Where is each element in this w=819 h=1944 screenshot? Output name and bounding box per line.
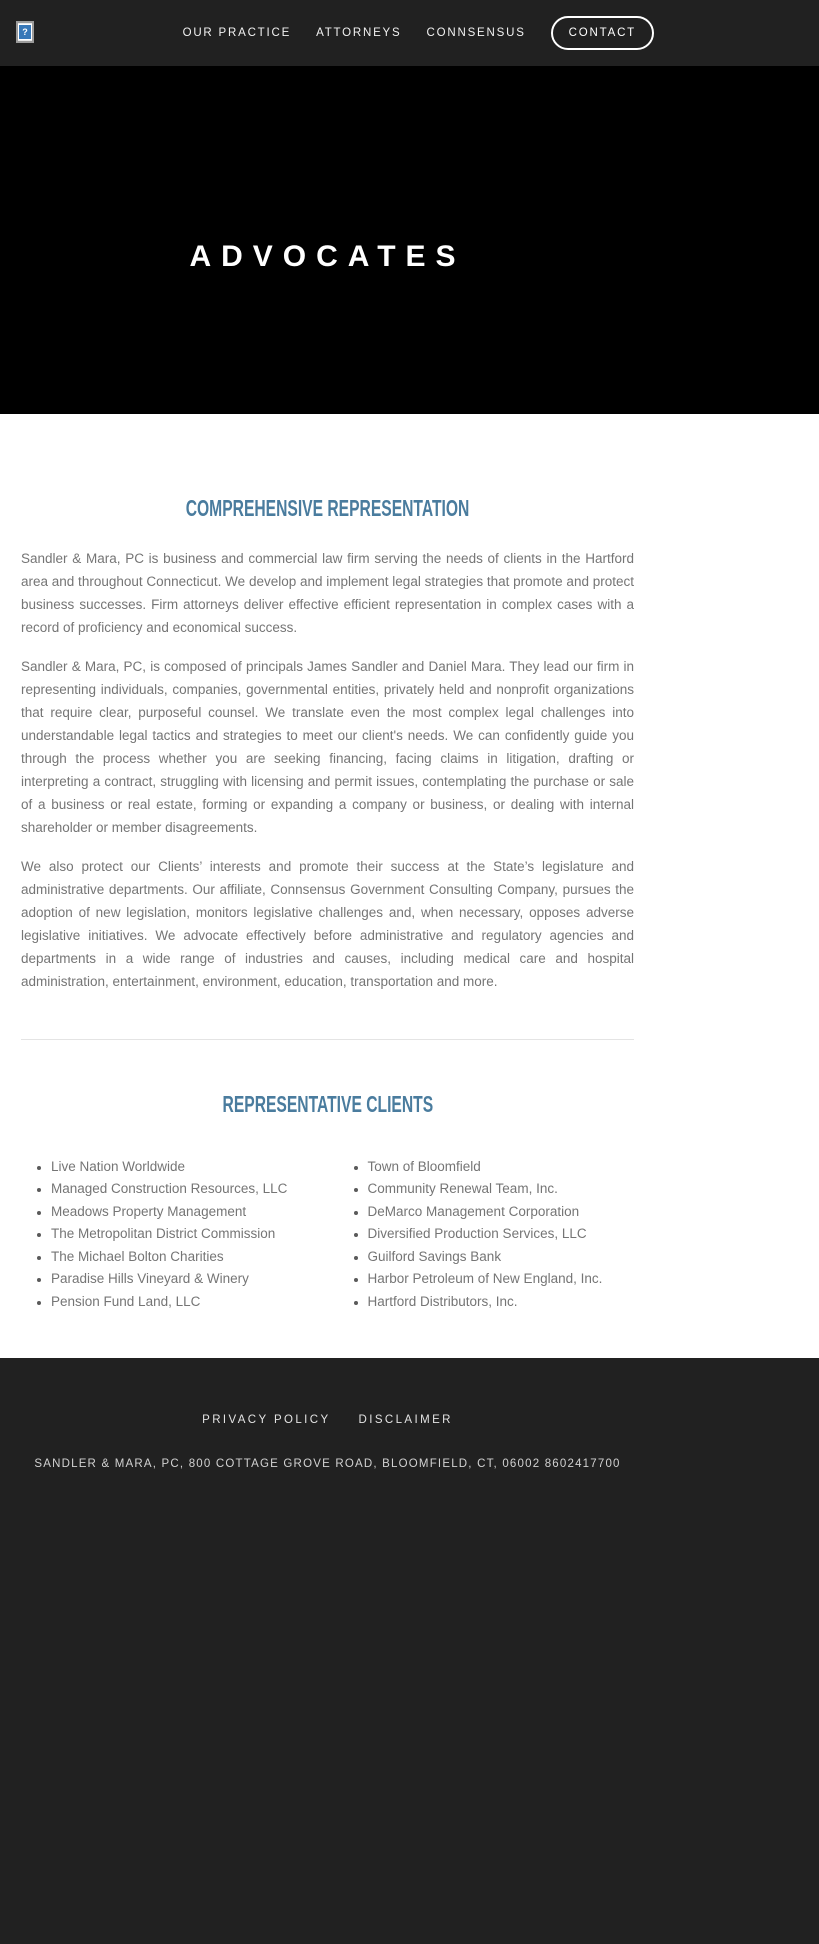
nav-item-attorneys[interactable]: ATTORNEYS [316,27,402,39]
clients-column-left [21,1156,328,1314]
list-item: • Live Nation Worldwide [51,1156,328,1179]
section-heading-representative-clients [21,1040,634,1117]
list-item: • Pension Fund Land, LLC [51,1291,328,1314]
hero-title: ADVOCATES [189,240,466,273]
list-item: • Harbor Petroleum of New England, Inc. [368,1268,635,1291]
list-item: • Community Renewal Team, Inc. [368,1178,635,1201]
clients-column-right [328,1156,635,1314]
list-item: • Managed Construction Resources, LLC [51,1178,328,1201]
footer-links [21,1414,634,1426]
paragraph-government-affairs: We also protect our Clients’ interests and promote their success at the State’s legislature and administrative departments. Our affiliate, Connsensus Government Consulting Company, pursues the adoption of new legislation, monitors legislative challenges and, when necessary, opposes adverse legislative initiatives. We advocate effectively before administrative and regulatory agencies and departments in a wide range of industries and causes, including medical care and hospital administration, entertainment, environment, education, transportation and more. [21,859,634,990]
contact-button[interactable]: CONTACT [551,16,654,50]
list-item: • Meadows Property Management [51,1201,328,1224]
footer-address: SANDLER & MARA, PC, 800 COTTAGE GROVE ROAD, BLOOMFIELD, CT, 06002 8602417700 [34,1458,621,1470]
nav-item-connsensus[interactable]: CONNSENSUS [426,27,526,39]
list-item: • DeMarco Management Corporation [368,1201,635,1224]
main-content [21,414,634,1358]
paragraph-firm-overview: Sandler & Mara, PC is business and commercial law firm serving the needs of clients in the Hartford area and throughout Connecticut. We develop and implement legal strategies that promote and protect business successes. Firm attorneys deliver effective efficient representation in complex cases with a record of proficiency and economical success. [21,551,634,636]
section-heading-text: COMPREHENSIVE REPRESENTATION [185,495,470,521]
site-header [0,0,819,66]
site-logo[interactable] [16,21,34,43]
list-item: • Hartford Distributors, Inc. [368,1291,635,1314]
site-footer [0,1358,819,1944]
main-nav [183,0,654,66]
privacy-policy-link[interactable]: PRIVACY POLICY [202,1414,331,1426]
section-heading-text: REPRESENTATIVE CLIENTS [222,1091,433,1118]
list-item: • The Metropolitan District Commission [51,1223,328,1246]
list-item: • The Michael Bolton Charities [51,1246,328,1269]
nav-item-our-practice[interactable]: OUR PRACTICE [182,27,292,39]
list-item: • Diversified Production Services, LLC [368,1223,635,1246]
section-heading-comprehensive-representation [21,496,634,521]
broken-image-icon: ? [18,24,32,40]
hero-banner [0,66,819,414]
disclaimer-link[interactable]: DISCLAIMER [358,1414,453,1426]
list-item: • Paradise Hills Vineyard & Winery [51,1268,328,1291]
list-item: • Town of Bloomfield [368,1156,635,1179]
clients-list [21,1156,634,1314]
footer-content [21,1414,634,1470]
paragraph-principals: Sandler & Mara, PC, is composed of principals James Sandler and Daniel Mara. They lead our firm in representing individuals, companies, governmental entities, privately held and nonprofit organizations that require clear, purposeful counsel. We translate even the most complex legal challenges into understandable legal tactics and strategies to meet our client's needs. We can confidently guide you through the process whether you are seeking financing, facing claims in litigation, drafting or interpreting a contract, struggling with licensing and permit issues, contemplating the purchase or sale of a business or real estate, forming or expanding a company or business, or dealing with internal shareholder or member disagreements. [21,659,634,836]
list-item: • Guilford Savings Bank [368,1246,635,1269]
